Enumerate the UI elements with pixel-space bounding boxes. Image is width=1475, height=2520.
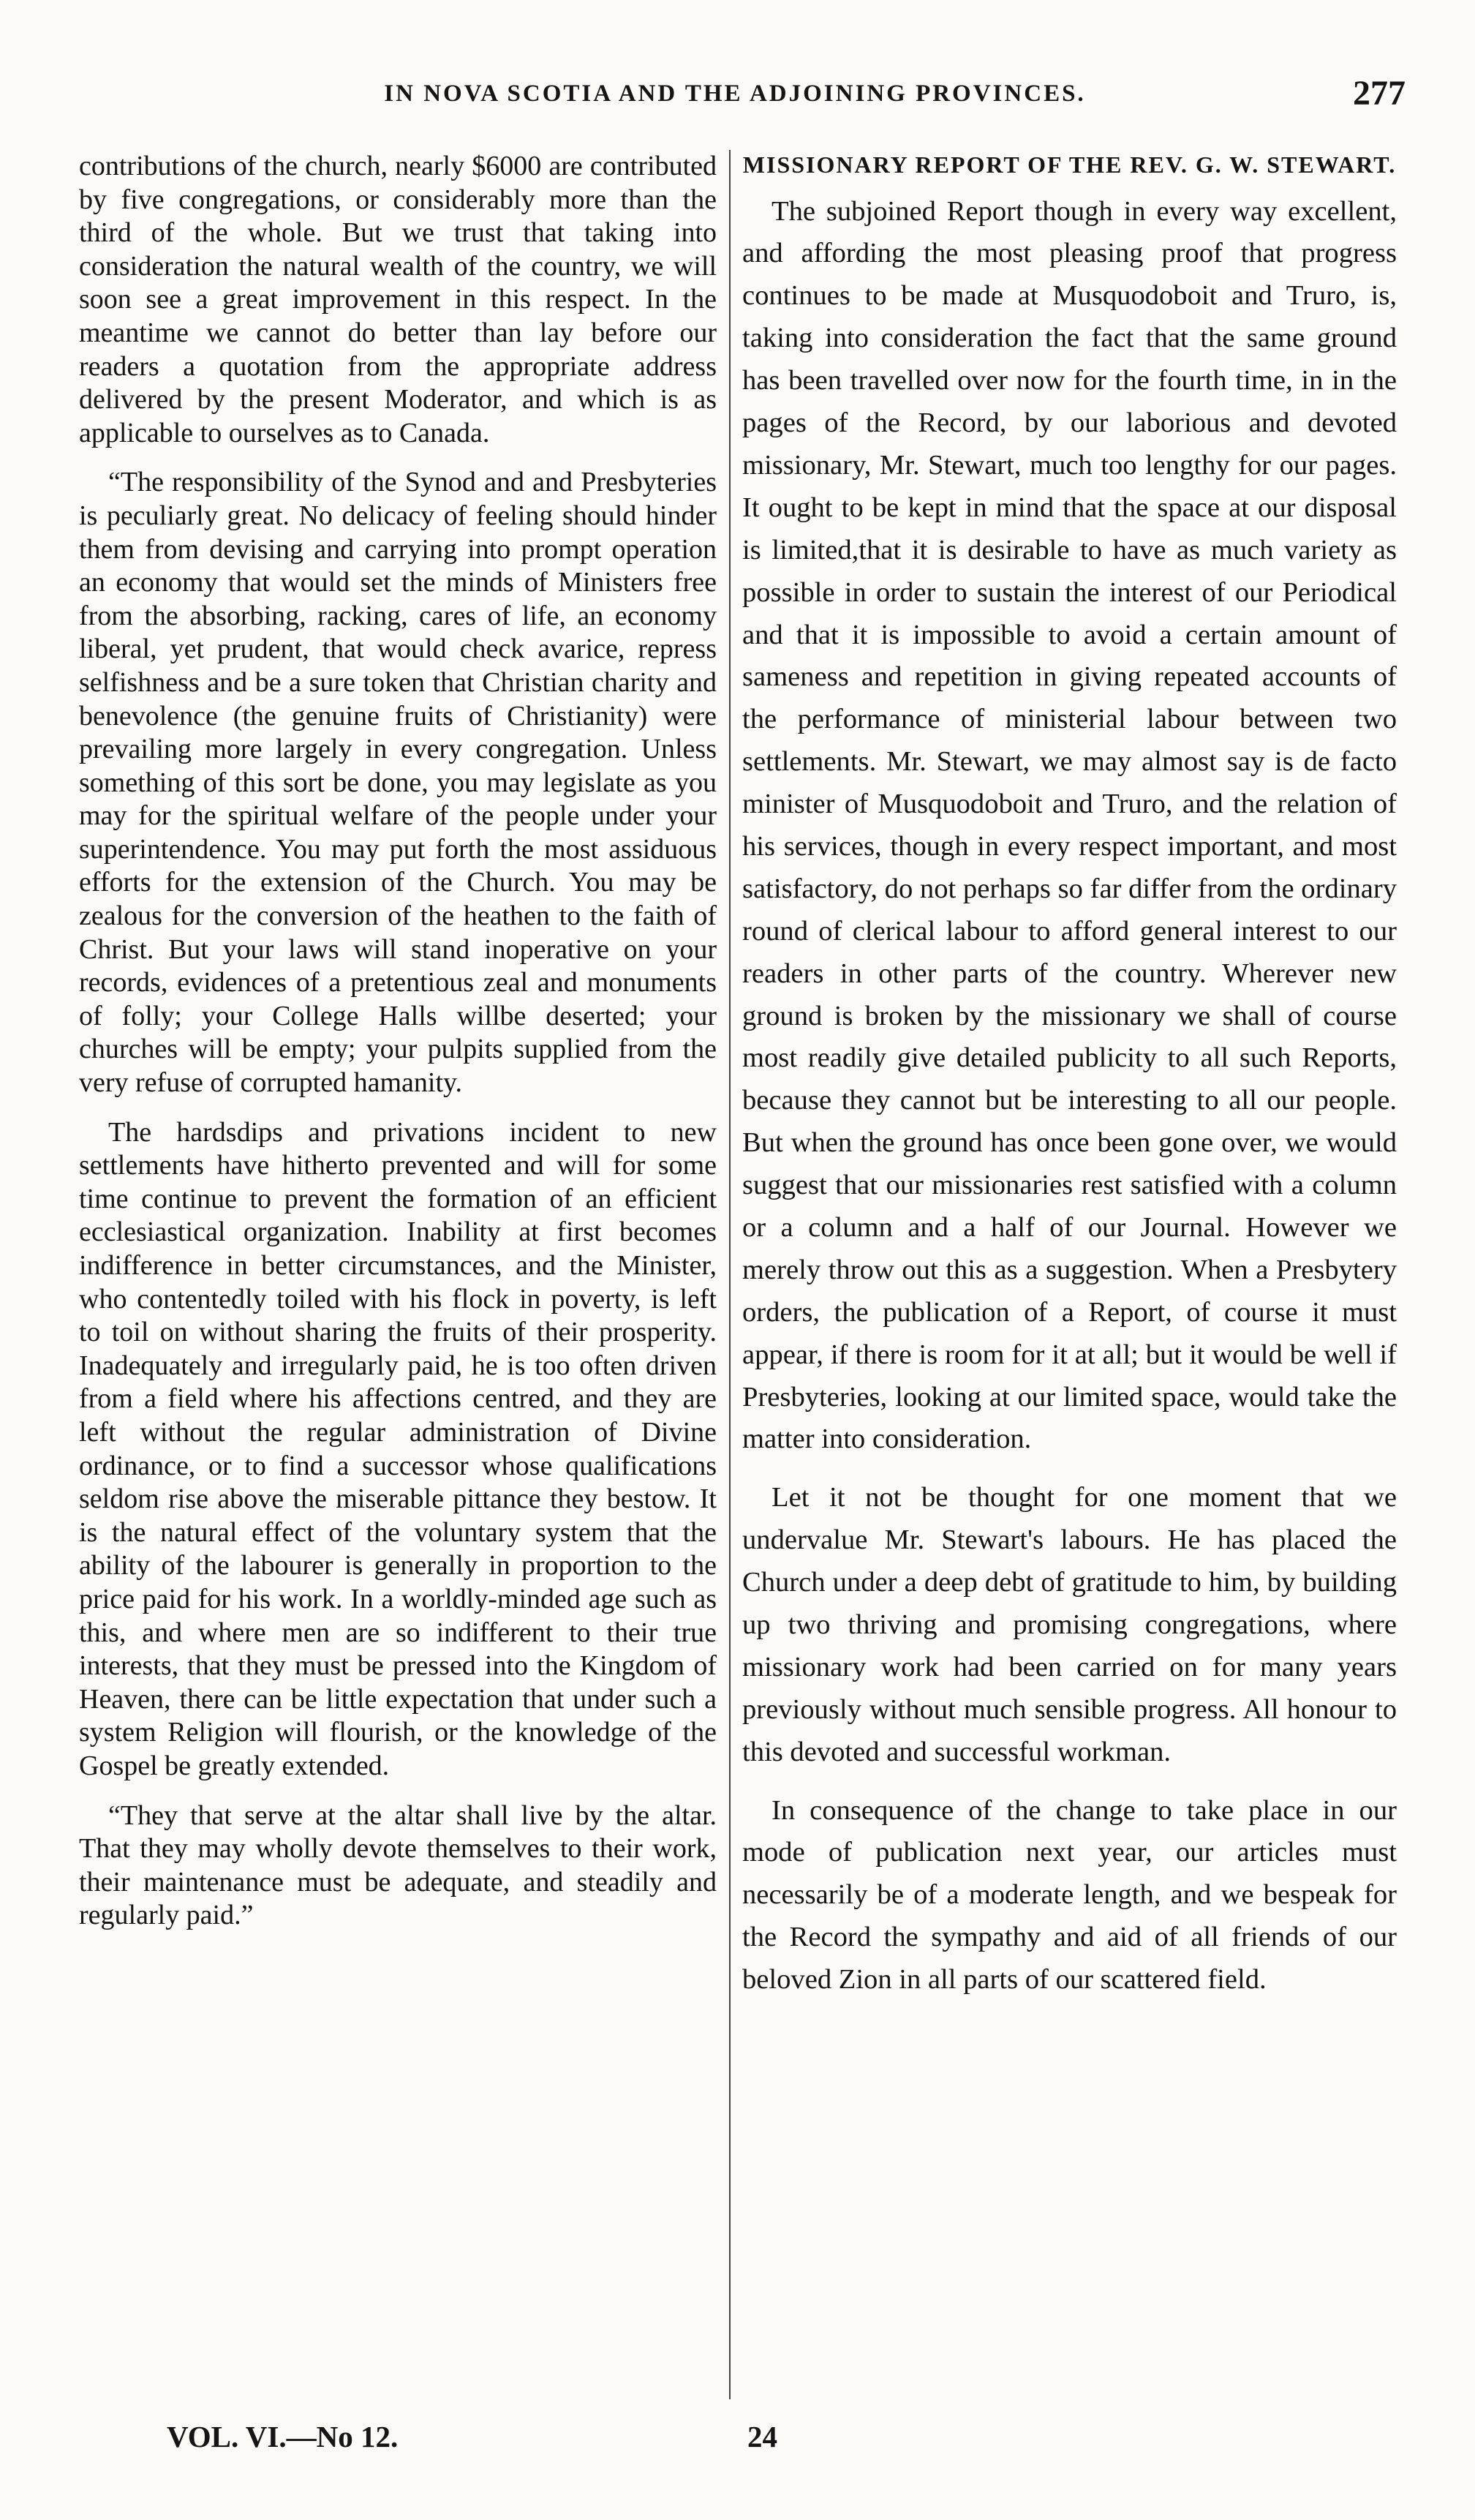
page-number: 277 <box>1353 74 1406 113</box>
right-paragraph-2: Let it not be thought for one moment that we undervalue Mr. Stewart's labours. He has placed the Church under a deep debt of gratitude to him, by building up two thriving and promising congregations, where missionary work had been carried on for many years previously without much sensible progress. All honour to this devoted and successful workman. <box>742 1482 1397 1767</box>
left-paragraph-4: “They that serve at the altar shall live by the altar. That they may wholly devote themselves to their work, their maintenance must be adequate, and steadily and regularly paid.” <box>79 1799 717 1931</box>
right-paragraph-3: In consequence of the change to take place in our mode of publication next year, our articles must necessarily be of a moderate length, and we bespeak for the Record the sympathy and aid of all friends of our beloved Zion in all parts of our scattered field. <box>742 1794 1397 1996</box>
right-column <box>742 150 1397 2374</box>
right-paragraph-1: The subjoined Report though in every way excellent, and affording the most pleasing proof that progress continues to be made at Musquodoboit and Truro, is, taking into consideration the fact that the same ground has been travelled over now for the fourth time, in in the pages of the Record, by our laborious and devoted missionary, Mr. Stewart, much too lengthy for our pages. It ought to be kept in mind that the space at our disposal is limited,that it is desirable to have as much variety as possible in order to sustain the interest of our Periodical and that it is impossible to avoid a certain amount of sameness and repetition in giving repeated accounts of the performance of ministerial labour between two settlements. Mr. Stewart, we may almost say is de facto minister of Musquodoboit and Truro, and the relation of his services, though in every respect important, and most satisfactory, do not perhaps so far differ from the ordinary round of clerical labour to afford general interest to our readers in other parts of the country. Wherever new ground is broken by the missionary we shall of course most readily give detailed publicity to all such Reports, because they cannot but be interesting to all our people. But when the ground has once been gone over, we would suggest that our missionaries rest satisfied with a column or a column and a half of our Journal. However we merely throw out this as a suggestion. When a Presbytery orders, the publication of a Report, of course it must appear, if there is room for it at all; but it would be well if Presbyteries, looking at our limited space, would take the matter into consideration. <box>742 195 1397 1455</box>
volume-footer: VOL. VI.—No 12. <box>167 2420 399 2453</box>
left-paragraph-1: contributions of the church, nearly $6000 are contributed by five congregations, or considerably more than the third of the whole. But we trust that taking into consideration the natural wealth of the country, we will soon see a great improvement in this respect. In the meantime we cannot do better than lay before our readers a quotation from the appropriate address delivered by the present Moderator, and which is as applicable to ourselves as to Canada. <box>79 151 717 448</box>
left-paragraph-3: The hardsdips and privations incident to new settlements have hitherto prevented and will for some time continue to prevent the formation of an efficient ecclesiastical organization. Inability at first becomes indifference in better circumstances, and the Minister, who contentedly toiled with his flock in poverty, is left to toil on without sharing the fruits of their prosperity. Inadequately and irregularly paid, he is too often driven from a field where his affections centred, and they are left without the regular administration of Divine ordinance, or to find a successor whose qualifications seldom rise above the miserable pittance they bestow. It is the natural effect of the voluntary system that the ability of the labourer is generally in proportion to the price paid for his work. In a worldly-minded age such as this, and where men are so indifferent to their true interests, that they must be pressed into the Kingdom of Heaven, there can be little expectation that under such a system Religion will flourish, or the knowledge of the Gospel be greatly extended. <box>79 1116 717 1781</box>
signature-mark: 24 <box>747 2420 777 2453</box>
left-column <box>79 150 717 2374</box>
section-title: MISSIONARY REPORT OF THE REV. G. W. STEWART. <box>742 151 1397 178</box>
column-divider <box>729 150 731 2399</box>
left-paragraph-2: “The responsibility of the Synod and and Presbyteries is peculiarly great. No delicacy of feeling should hinder them from devising and carrying into prompt operation an economy that would set the minds of Ministers free from the absorbing, racking, cares of life, an economy liberal, yet prudent, that would check avarice, repress selfishness and be a sure token that Christian charity and benevolence (the genuine fruits of Christianity) were prevailing more largely in every congregation. Unless something of this sort be done, you may legislate as you may for the spiritual welfare of the people under your superintendence. You may put forth the most assiduous efforts for the extension of the Church. You may be zealous for the conversion of the heathen to the faith of Christ. But your laws will stand inoperative on your records, evidences of a pretentious zeal and monuments of folly; your College Halls willbe deserted; your churches will be empty; your pulpits supplied from the very refuse of corrupted hamanity. <box>79 467 717 1099</box>
running-head: IN NOVA SCOTIA AND THE ADJOINING PROVINCES. <box>384 80 1086 107</box>
